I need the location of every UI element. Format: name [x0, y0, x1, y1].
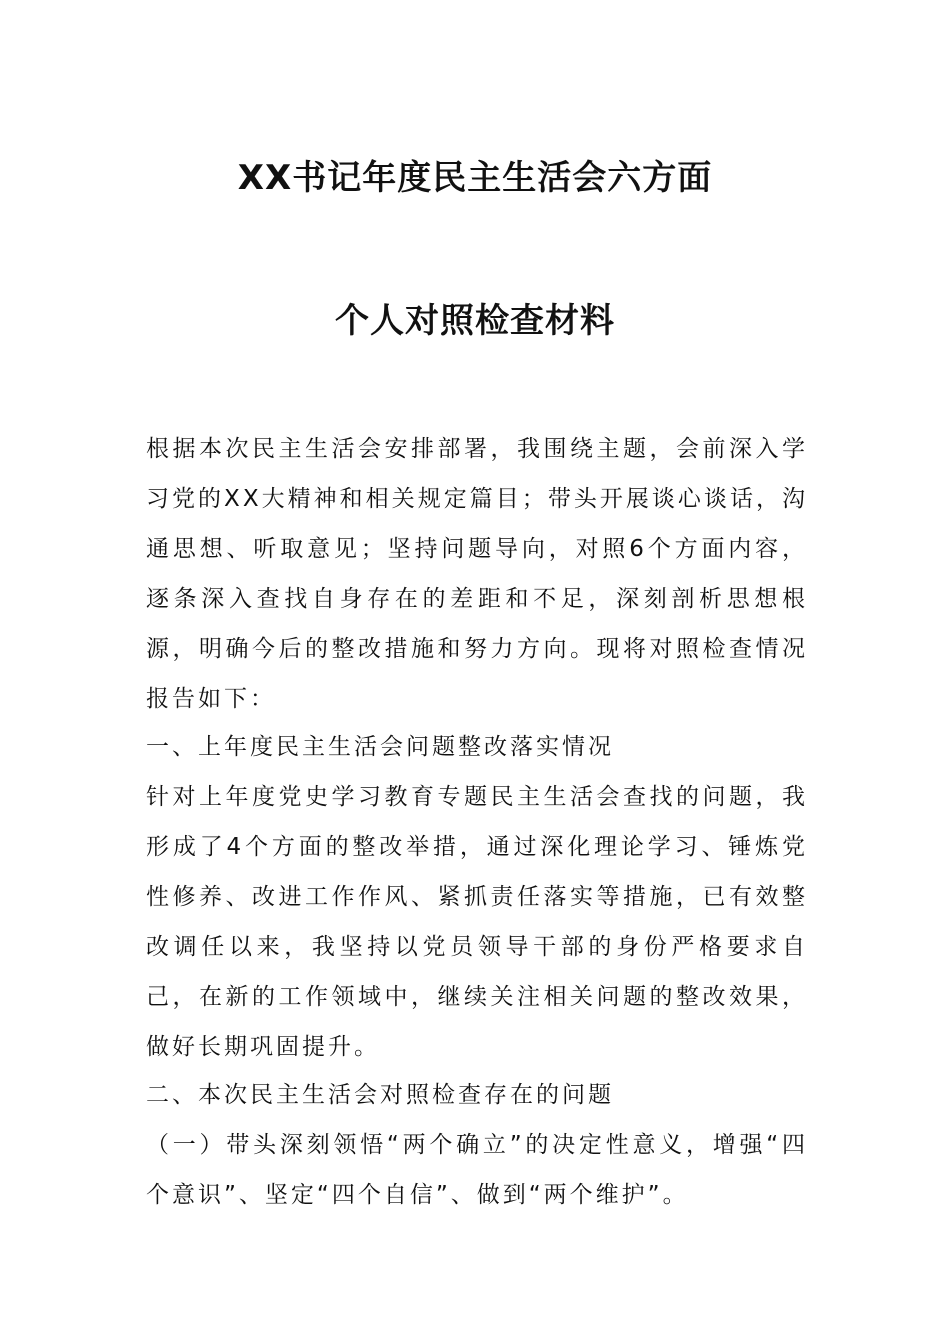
section-2-heading: 二、本次民主生活会对照检查存在的问题 [146, 1082, 614, 1108]
section-1-heading: 一、上年度民主生活会问题整改落实情况 [146, 734, 614, 760]
document-title-line-1: XX书记年度民主生活会六方面 [237, 158, 713, 198]
intro-paragraph: 根据本次民主生活会安排部署，我围绕主题，会前深入学习党的XX大精神和相关规定篇目；带头开展谈心谈话，沟通思想、听取意见；坚持问题导向，对照6个方面内容，逐条深入查找自身存在的差距和不足，深刻剖析思想根源，明确今后的整改措施和努力方向。现将对照检查情况报告如下： [146, 436, 808, 712]
section-2-item-1: （一）带头深刻领悟“两个确立”的决定性意义，增强“四个意识”、坚定“四个自信”、做到“两个维护”。 [146, 1132, 808, 1208]
section-1-paragraph: 针对上年度党史学习教育专题民主生活会查找的问题，我形成了4个方面的整改举措，通过深化理论学习、锤炼党性修养、改进工作作风、紧抓责任落实等措施，已有效整改调任以来，我坚持以党员领导干部的身份严格要求自己，在新的工作领域中，继续关注相关问题的整改效果，做好长期巩固提升。 [146, 784, 808, 1060]
document-title-line-2: 个人对照检查材料 [335, 301, 615, 341]
